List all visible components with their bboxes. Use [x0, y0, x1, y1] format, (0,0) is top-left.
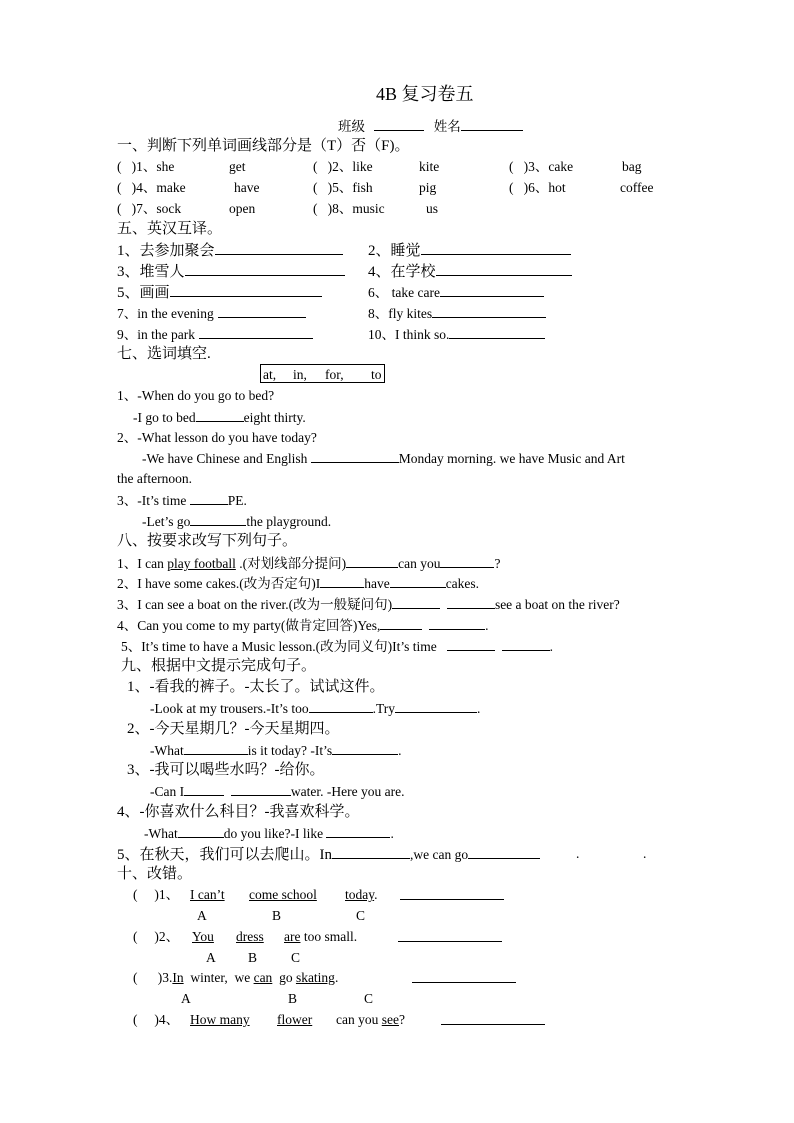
text: ?	[398, 1012, 405, 1027]
item-text: 9、in the park	[117, 327, 195, 342]
s5-item	[117, 303, 306, 324]
answer-blank[interactable]	[436, 261, 572, 276]
item-text: 4、在学校	[368, 264, 436, 280]
word: like	[352, 159, 373, 174]
answer-blank[interactable]	[184, 740, 248, 755]
s1-item: ( )6、hot	[509, 180, 566, 195]
option-b-text	[249, 885, 317, 905]
s7-q1-question: 1、-When do you go to bed?	[117, 388, 275, 403]
s5-item	[117, 324, 313, 345]
option-a-text	[190, 1010, 250, 1030]
word-bank-box	[260, 364, 385, 383]
s5-item	[117, 261, 345, 282]
text: .	[549, 639, 553, 654]
item-text: 6、 take care	[368, 285, 440, 300]
s7-q3-answer	[142, 511, 331, 532]
answer-blank[interactable]	[332, 740, 398, 755]
option-c-text	[345, 885, 378, 905]
underlined-text: play football	[167, 556, 236, 571]
text: )2、	[154, 929, 180, 944]
option-b-text	[277, 1010, 312, 1030]
section-10-heading: 十、改错。	[117, 866, 193, 882]
answer-blank[interactable]	[199, 324, 313, 339]
item-num: ( )2、	[133, 929, 180, 944]
underlined-text: You	[192, 929, 214, 944]
word: she	[156, 159, 175, 174]
answer-blank[interactable]	[184, 781, 224, 796]
text: 3、-It’s time	[117, 493, 187, 508]
correction-blank[interactable]	[412, 968, 516, 989]
label-a: A	[206, 950, 216, 965]
text: have	[364, 576, 390, 591]
underlined-text: How many	[190, 1012, 250, 1027]
word: us	[426, 201, 439, 216]
underlined-text: dress	[236, 929, 264, 944]
text: .	[485, 618, 489, 633]
answer-blank[interactable]	[185, 261, 345, 276]
word-bank-item: in,	[293, 367, 307, 382]
option-b-text	[236, 927, 264, 947]
s5-item	[368, 282, 544, 303]
word: make	[156, 180, 186, 195]
underlined-text: see	[381, 1012, 399, 1027]
answer-blank[interactable]	[190, 490, 228, 505]
s7-q1-answer	[133, 407, 306, 428]
text: eight thirty.	[243, 410, 306, 425]
item-num: )2、	[327, 159, 353, 174]
item-num: )1、	[131, 159, 157, 174]
word-bank-item: to	[371, 367, 382, 382]
item-num: ( )1、	[133, 887, 180, 902]
s9-q4-answer	[144, 823, 394, 844]
s7-q2-question: 2、-What lesson do you have today?	[117, 430, 317, 445]
underlined-text: skating	[295, 970, 335, 985]
option-c-text	[336, 1010, 405, 1030]
answer-blank[interactable]	[332, 844, 410, 859]
page-title: 4B 复习卷五	[376, 84, 474, 104]
word: cake	[548, 159, 574, 174]
text: -Let’s go	[142, 514, 191, 529]
answer-blank[interactable]	[231, 781, 291, 796]
underlined-text: flower	[277, 1012, 313, 1027]
item-num: )6、	[523, 180, 549, 195]
class-name-line	[338, 116, 523, 137]
word-bank-item: for,	[325, 367, 344, 382]
answer-blank[interactable]	[311, 448, 399, 463]
label-c: C	[356, 908, 366, 923]
name-blank[interactable]	[461, 116, 523, 131]
text: .Try	[372, 701, 396, 716]
correction-blank[interactable]	[398, 927, 502, 948]
text: cakes.	[445, 576, 480, 591]
answer-blank[interactable]	[502, 636, 550, 651]
answer-blank[interactable]	[346, 553, 398, 568]
answer-blank[interactable]	[320, 573, 364, 588]
answer-blank[interactable]	[395, 698, 477, 713]
word: pig	[419, 180, 437, 195]
answer-blank[interactable]	[309, 698, 373, 713]
option-a-text	[190, 885, 225, 905]
item-text: 2、睡觉	[368, 243, 421, 259]
s1-item: ( )2、like	[313, 159, 373, 174]
s7-q2-answer	[142, 448, 625, 469]
s9-q1-answer	[150, 698, 480, 719]
answer-blank[interactable]	[440, 282, 544, 297]
label-b: B	[288, 991, 298, 1006]
item-text: 5、画画	[117, 285, 170, 301]
underlined-text: today	[345, 887, 375, 902]
text: )1、	[154, 887, 180, 902]
item-num: ( )4、	[133, 1012, 180, 1027]
item-num: )7、	[131, 201, 157, 216]
s5-item	[368, 240, 571, 261]
text: Monday morning. we have Music and Art	[398, 451, 625, 466]
s8-q4	[117, 615, 488, 636]
answer-blank[interactable]	[190, 511, 246, 526]
text: )3.	[157, 970, 173, 985]
answer-blank[interactable]	[447, 636, 495, 651]
s9-q4-prompt: 4、-你喜欢什么科目？-我喜欢科学。	[117, 804, 360, 820]
s9-q3-answer	[150, 781, 404, 802]
text: .	[398, 743, 402, 758]
class-label: 班级	[338, 119, 365, 134]
item-text: 7、in the evening	[117, 306, 214, 321]
underlined-text: are	[284, 929, 301, 944]
s1-item: ( )5、fish	[313, 180, 373, 195]
answer-blank[interactable]	[218, 303, 306, 318]
s7-q3-question	[117, 490, 247, 511]
s5-item	[117, 240, 343, 261]
text: -Look at my trousers.-It’s too	[150, 701, 309, 716]
s8-q2	[117, 573, 479, 594]
text: 2、I have some cakes.(改为否定句)I	[117, 576, 321, 591]
answer-blank[interactable]	[429, 615, 485, 630]
s7-q2-cont: the afternoon.	[117, 471, 192, 486]
item-text: 8、fly kites	[368, 306, 433, 321]
label-a: A	[181, 991, 191, 1006]
text: the playground.	[246, 514, 332, 529]
text: -We have Chinese and English	[142, 451, 308, 466]
s8-q5	[121, 636, 553, 657]
section-9-heading: 九、根据中文提示完成句子。	[121, 658, 317, 674]
underlined-text: I can’t	[190, 887, 225, 902]
text: .	[334, 970, 339, 985]
text: ?	[494, 556, 501, 571]
text: .(对划线部分提问)	[235, 556, 347, 571]
answer-blank[interactable]	[440, 553, 494, 568]
answer-blank[interactable]	[432, 303, 546, 318]
word: kite	[419, 159, 440, 174]
text: .	[390, 826, 394, 841]
text: can you	[398, 556, 441, 571]
s9-q2-answer	[150, 740, 401, 761]
s9-q5	[117, 844, 540, 865]
underlined-text: can	[253, 970, 273, 985]
text: 5、在秋天，我们可以去爬山。In	[117, 847, 332, 863]
section-5-heading: 五、英汉互译。	[117, 221, 223, 237]
s8-q1	[117, 553, 500, 574]
word: bag	[622, 159, 642, 174]
text: 4、Can you come to my party(做肯定回答)Yes,	[117, 618, 381, 633]
text: 3、I can see a boat on the river.(改为一般疑问句)	[117, 597, 393, 612]
s1-item: ( )4、make	[117, 180, 186, 195]
text: can you	[336, 1012, 382, 1027]
text: go	[272, 970, 296, 985]
s5-item	[117, 282, 322, 303]
word: open	[229, 201, 256, 216]
answer-blank[interactable]	[421, 240, 571, 255]
s5-item	[368, 303, 546, 324]
item-text: 10、I think so.	[368, 327, 450, 342]
word: hot	[548, 180, 566, 195]
s9-q1-prompt: 1、-看我的裤子。-太长了。试试这件。	[127, 679, 385, 695]
s1-item: ( )7、sock	[117, 201, 182, 216]
text: ,we can go	[410, 847, 469, 862]
section-7-heading: 七、选词填空.	[117, 346, 211, 362]
s1-item: ( )3、cake	[509, 159, 574, 174]
text: -What	[150, 743, 184, 758]
text: -I go to bed	[133, 410, 196, 425]
answer-blank[interactable]	[215, 240, 343, 255]
answer-blank[interactable]	[390, 573, 446, 588]
label-c: C	[291, 950, 301, 965]
correction-blank[interactable]	[400, 885, 504, 906]
word: coffee	[620, 180, 654, 195]
text: PE.	[227, 493, 247, 508]
option-a-text	[192, 927, 214, 947]
word: sock	[156, 201, 182, 216]
word: get	[229, 159, 246, 174]
answer-blank[interactable]	[449, 324, 545, 339]
label-c: C	[364, 991, 374, 1006]
word: fish	[352, 180, 373, 195]
answer-blank[interactable]	[392, 594, 440, 609]
text: 1、I can	[117, 556, 168, 571]
item-num: )8、	[327, 201, 353, 216]
text: -Can I	[150, 784, 185, 799]
label-b: B	[272, 908, 282, 923]
section-8-heading: 八、按要求改写下列句子。	[117, 533, 298, 549]
text: 5、It’s time to have a Music lesson.(改为同义句)It’s time	[121, 639, 437, 654]
label-b: B	[248, 950, 258, 965]
s9-q3-prompt: 3、-我可以喝些水吗？-给你。	[127, 762, 325, 778]
s9-q5-dot: .	[643, 846, 647, 861]
s5-item	[368, 261, 572, 282]
item-num: )4、	[131, 180, 157, 195]
item-text: 3、堆雪人	[117, 264, 185, 280]
underlined-text: come school	[249, 887, 317, 902]
name-label: 姓名	[433, 119, 461, 134]
answer-blank[interactable]	[178, 823, 224, 838]
answer-blank[interactable]	[468, 844, 540, 859]
answer-blank[interactable]	[170, 282, 322, 297]
text: do you like?-I like	[223, 826, 324, 841]
text: see a boat on the river?	[494, 597, 620, 612]
s9-q5-dot: .	[576, 846, 580, 861]
answer-blank[interactable]	[447, 594, 495, 609]
s8-q3	[117, 594, 620, 615]
text: too small.	[300, 929, 358, 944]
text: water. -Here you are.	[290, 784, 405, 799]
text: )4、	[154, 1012, 180, 1027]
s9-q2-prompt: 2、-今天星期几？-今天星期四。	[127, 721, 340, 737]
text: winter, we	[183, 970, 254, 985]
correction-blank[interactable]	[441, 1010, 545, 1031]
word: music	[352, 201, 385, 216]
answer-blank[interactable]	[196, 407, 244, 422]
word-bank-item: at,	[263, 367, 277, 382]
item-num: )5、	[327, 180, 353, 195]
s10-q3-line: ( )3.In winter, we can go skating.	[133, 970, 339, 985]
text: -What	[144, 826, 178, 841]
section-1-heading: 一、判断下列单词画线部分是（T）否（F)。	[117, 138, 410, 154]
underlined-text: In	[172, 970, 184, 985]
item-num: )3、	[523, 159, 549, 174]
s1-item: ( )1、she	[117, 159, 175, 174]
item-text: 1、去参加聚会	[117, 243, 215, 259]
answer-blank[interactable]	[380, 615, 422, 630]
text: is it today? -It’s	[247, 743, 333, 758]
text: .	[374, 887, 378, 902]
label-a: A	[197, 908, 207, 923]
answer-blank[interactable]	[326, 823, 390, 838]
text: .	[477, 701, 481, 716]
class-blank[interactable]	[374, 116, 424, 131]
s1-item: ( )8、music	[313, 201, 385, 216]
word: have	[234, 180, 260, 195]
s5-item	[368, 324, 545, 345]
option-c-text	[284, 927, 357, 947]
